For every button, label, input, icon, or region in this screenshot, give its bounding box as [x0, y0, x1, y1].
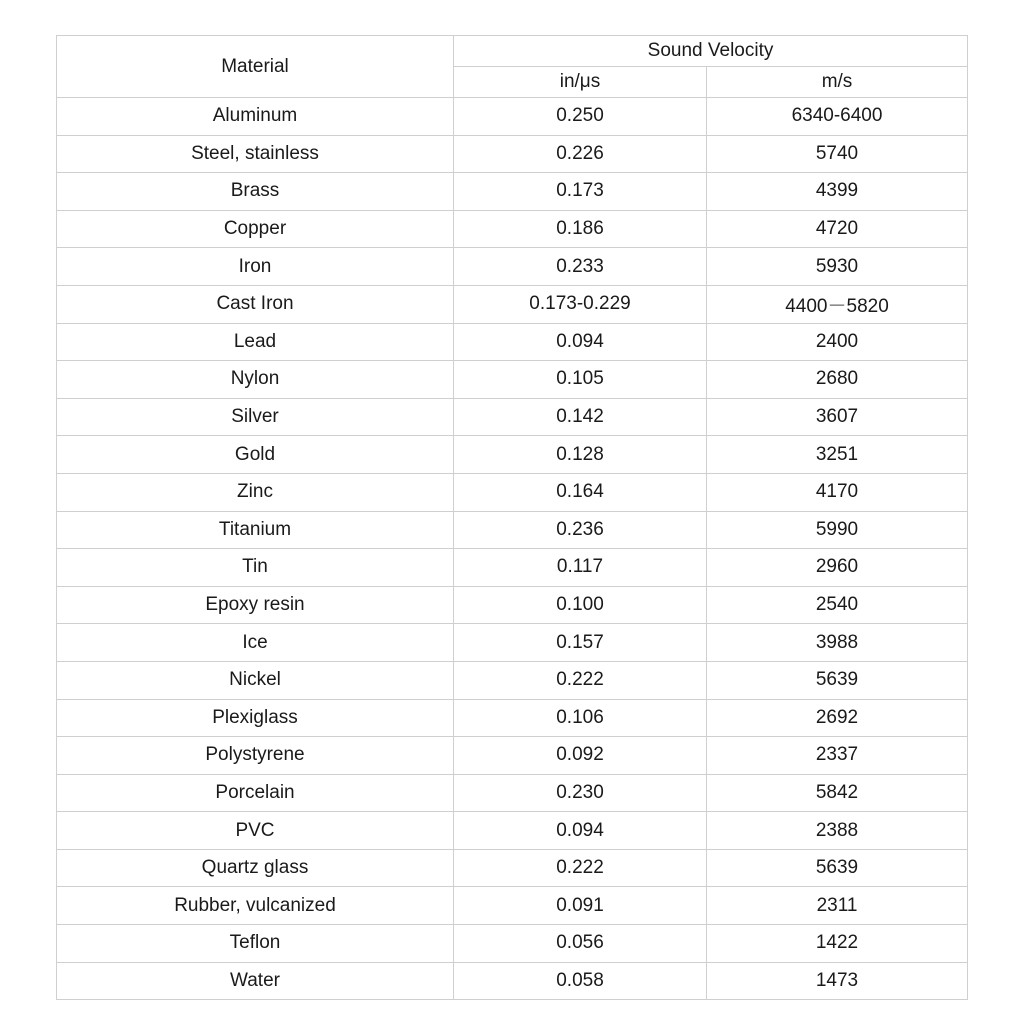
table-row [57, 210, 968, 248]
cell-m-per-s: 5639 [707, 849, 968, 887]
cell-in-per-us: 0.058 [454, 962, 707, 1000]
cell-material: Ice [57, 624, 454, 662]
cell-m-per-s: 5639 [707, 661, 968, 699]
cell-material: Copper [57, 210, 454, 248]
cell-material: Aluminum [57, 98, 454, 136]
cell-material: Iron [57, 248, 454, 286]
cell-in-per-us: 0.142 [454, 398, 707, 436]
cell-in-per-us: 0.236 [454, 511, 707, 549]
cell-material: Nickel [57, 661, 454, 699]
cell-in-per-us: 0.186 [454, 210, 707, 248]
cell-in-per-us: 0.094 [454, 323, 707, 361]
table-row [57, 98, 968, 136]
cell-material: Gold [57, 436, 454, 474]
cell-material: PVC [57, 812, 454, 850]
cell-in-per-us: 0.117 [454, 549, 707, 587]
cell-m-per-s: 5740 [707, 135, 968, 173]
cell-in-per-us: 0.250 [454, 98, 707, 136]
cell-in-per-us: 0.094 [454, 812, 707, 850]
cell-m-per-s: 4400－5820 [707, 285, 968, 323]
cell-m-per-s: 4720 [707, 210, 968, 248]
table-row [57, 586, 968, 624]
cell-material: Water [57, 962, 454, 1000]
cell-material: Titanium [57, 511, 454, 549]
cell-m-per-s: 2400 [707, 323, 968, 361]
cell-m-per-s: 5990 [707, 511, 968, 549]
cell-in-per-us: 0.092 [454, 737, 707, 775]
cell-in-per-us: 0.157 [454, 624, 707, 662]
cell-material: Polystyrene [57, 737, 454, 775]
cell-in-per-us: 0.106 [454, 699, 707, 737]
cell-m-per-s: 2388 [707, 812, 968, 850]
cell-m-per-s: 3607 [707, 398, 968, 436]
cell-m-per-s: 2337 [707, 737, 968, 775]
cell-in-per-us: 0.222 [454, 849, 707, 887]
cell-in-per-us: 0.173 [454, 173, 707, 211]
header-sound-velocity: Sound Velocity [454, 36, 968, 67]
table-row [57, 549, 968, 587]
cell-in-per-us: 0.226 [454, 135, 707, 173]
cell-material: Teflon [57, 925, 454, 963]
cell-material: Porcelain [57, 774, 454, 812]
table-row [57, 925, 968, 963]
cell-in-per-us: 0.100 [454, 586, 707, 624]
cell-m-per-s: 2540 [707, 586, 968, 624]
cell-material: Lead [57, 323, 454, 361]
cell-in-per-us: 0.222 [454, 661, 707, 699]
table-row [57, 511, 968, 549]
header-unit-m-per-s: m/s [707, 67, 968, 98]
table-row [57, 624, 968, 662]
cell-m-per-s: 4170 [707, 473, 968, 511]
table-row [57, 473, 968, 511]
cell-in-per-us: 0.173-0.229 [454, 285, 707, 323]
cell-material: Tin [57, 549, 454, 587]
cell-material: Silver [57, 398, 454, 436]
cell-material: Steel, stainless [57, 135, 454, 173]
table-row [57, 361, 968, 399]
table-row [57, 173, 968, 211]
cell-m-per-s: 5930 [707, 248, 968, 286]
cell-in-per-us: 0.091 [454, 887, 707, 925]
header-unit-in-per-us: in/μs [454, 67, 707, 98]
cell-material: Quartz glass [57, 849, 454, 887]
cell-material: Zinc [57, 473, 454, 511]
cell-m-per-s: 5842 [707, 774, 968, 812]
cell-m-per-s: 2960 [707, 549, 968, 587]
cell-m-per-s: 2680 [707, 361, 968, 399]
cell-in-per-us: 0.164 [454, 473, 707, 511]
cell-material: Plexiglass [57, 699, 454, 737]
cell-in-per-us: 0.230 [454, 774, 707, 812]
table-body [57, 98, 968, 1000]
table-row [57, 135, 968, 173]
table-row [57, 849, 968, 887]
table-row [57, 661, 968, 699]
cell-m-per-s: 2311 [707, 887, 968, 925]
table-row [57, 962, 968, 1000]
cell-material: Epoxy resin [57, 586, 454, 624]
table-row [57, 737, 968, 775]
cell-material: Brass [57, 173, 454, 211]
cell-in-per-us: 0.128 [454, 436, 707, 474]
cell-in-per-us: 0.056 [454, 925, 707, 963]
cell-m-per-s: 6340-6400 [707, 98, 968, 136]
table-row [57, 812, 968, 850]
cell-m-per-s: 1422 [707, 925, 968, 963]
table-row [57, 398, 968, 436]
header-material: Material [57, 36, 454, 98]
cell-m-per-s: 4399 [707, 173, 968, 211]
cell-material: Nylon [57, 361, 454, 399]
table-row [57, 887, 968, 925]
table-row [57, 699, 968, 737]
sound-velocity-table [56, 35, 968, 1000]
cell-m-per-s: 3988 [707, 624, 968, 662]
cell-m-per-s: 1473 [707, 962, 968, 1000]
cell-material: Cast Iron [57, 285, 454, 323]
table-row [57, 248, 968, 286]
table-row [57, 285, 968, 323]
cell-m-per-s: 2692 [707, 699, 968, 737]
cell-in-per-us: 0.233 [454, 248, 707, 286]
cell-material: Rubber, vulcanized [57, 887, 454, 925]
table-row [57, 436, 968, 474]
table-row [57, 774, 968, 812]
cell-m-per-s: 3251 [707, 436, 968, 474]
table-row [57, 323, 968, 361]
cell-in-per-us: 0.105 [454, 361, 707, 399]
